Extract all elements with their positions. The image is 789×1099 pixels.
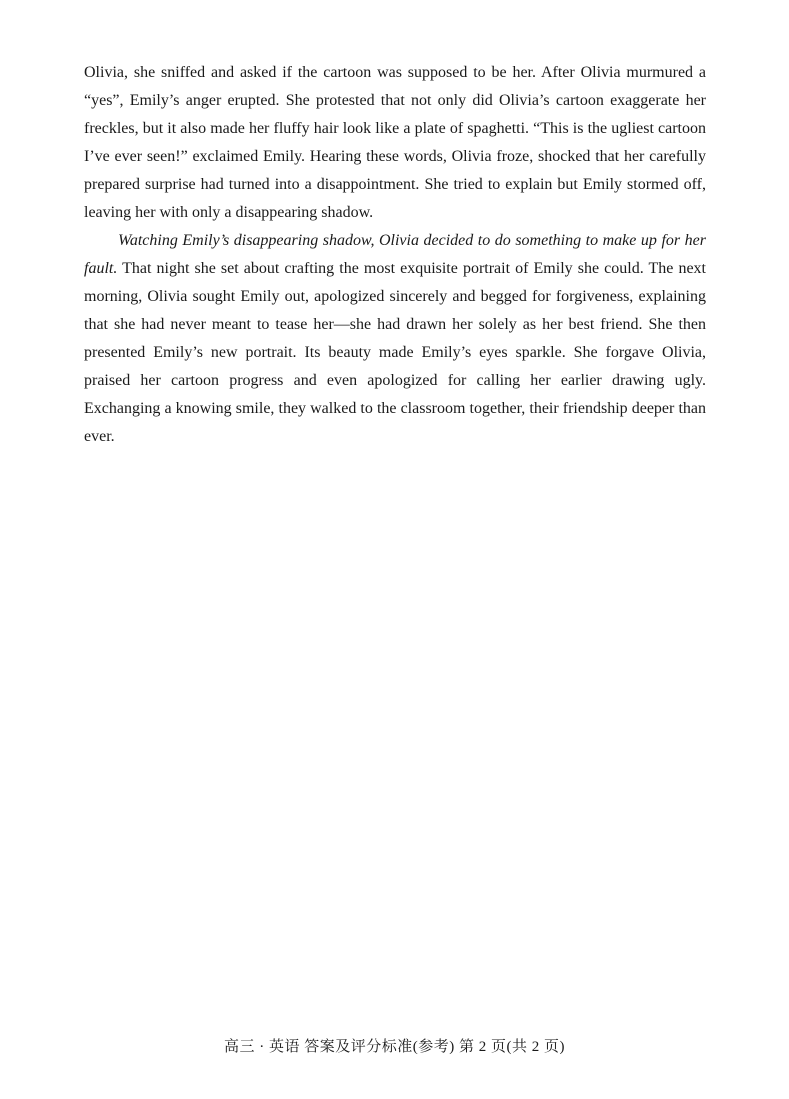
- paragraph-continuation-2: [84, 227, 706, 451]
- paragraph-continuation: Olivia, she sniffed and asked if the cartoon was supposed to be her. After Olivia murmured a “yes”, Emily’s anger erupted. She protested that not only did Olivia’s cartoon exaggerate her freckles, but it also made her fluffy hair look like a plate of spaghetti. “This is the ugliest cartoon I’ve ever seen!” exclaimed Emily. Hearing these words, Olivia froze, shocked that her carefully prepared surprise had turned into a disappointment. She tried to explain but Emily stormed off, leaving her with only a disappearing shadow.: [84, 64, 706, 221]
- answer-text-body: [84, 59, 706, 451]
- paragraph-body: That night she set about crafting the most exquisite portrait of Emily she could. The next morning, Olivia sought Emily out, apologized sincerely and begged for forgiveness, explaining that she had never meant to tease her—she had drawn her solely as her best friend. She then presented Emily’s new portrait. Its beauty made Emily’s eyes sparkle. She forgave Olivia, praised her cartoon progress and even apologized for calling her earlier drawing ugly. Exchanging a knowing smile, they walked to the classroom together, their friendship deeper than ever.: [84, 260, 706, 445]
- italic-opening-sentence: Watching Emily’s disappearing shadow, Olivia decided to do something to make up for her fault.: [84, 232, 706, 277]
- page-footer: 高三 · 英语 答案及评分标准(参考) 第 2 页(共 2 页): [224, 1039, 565, 1055]
